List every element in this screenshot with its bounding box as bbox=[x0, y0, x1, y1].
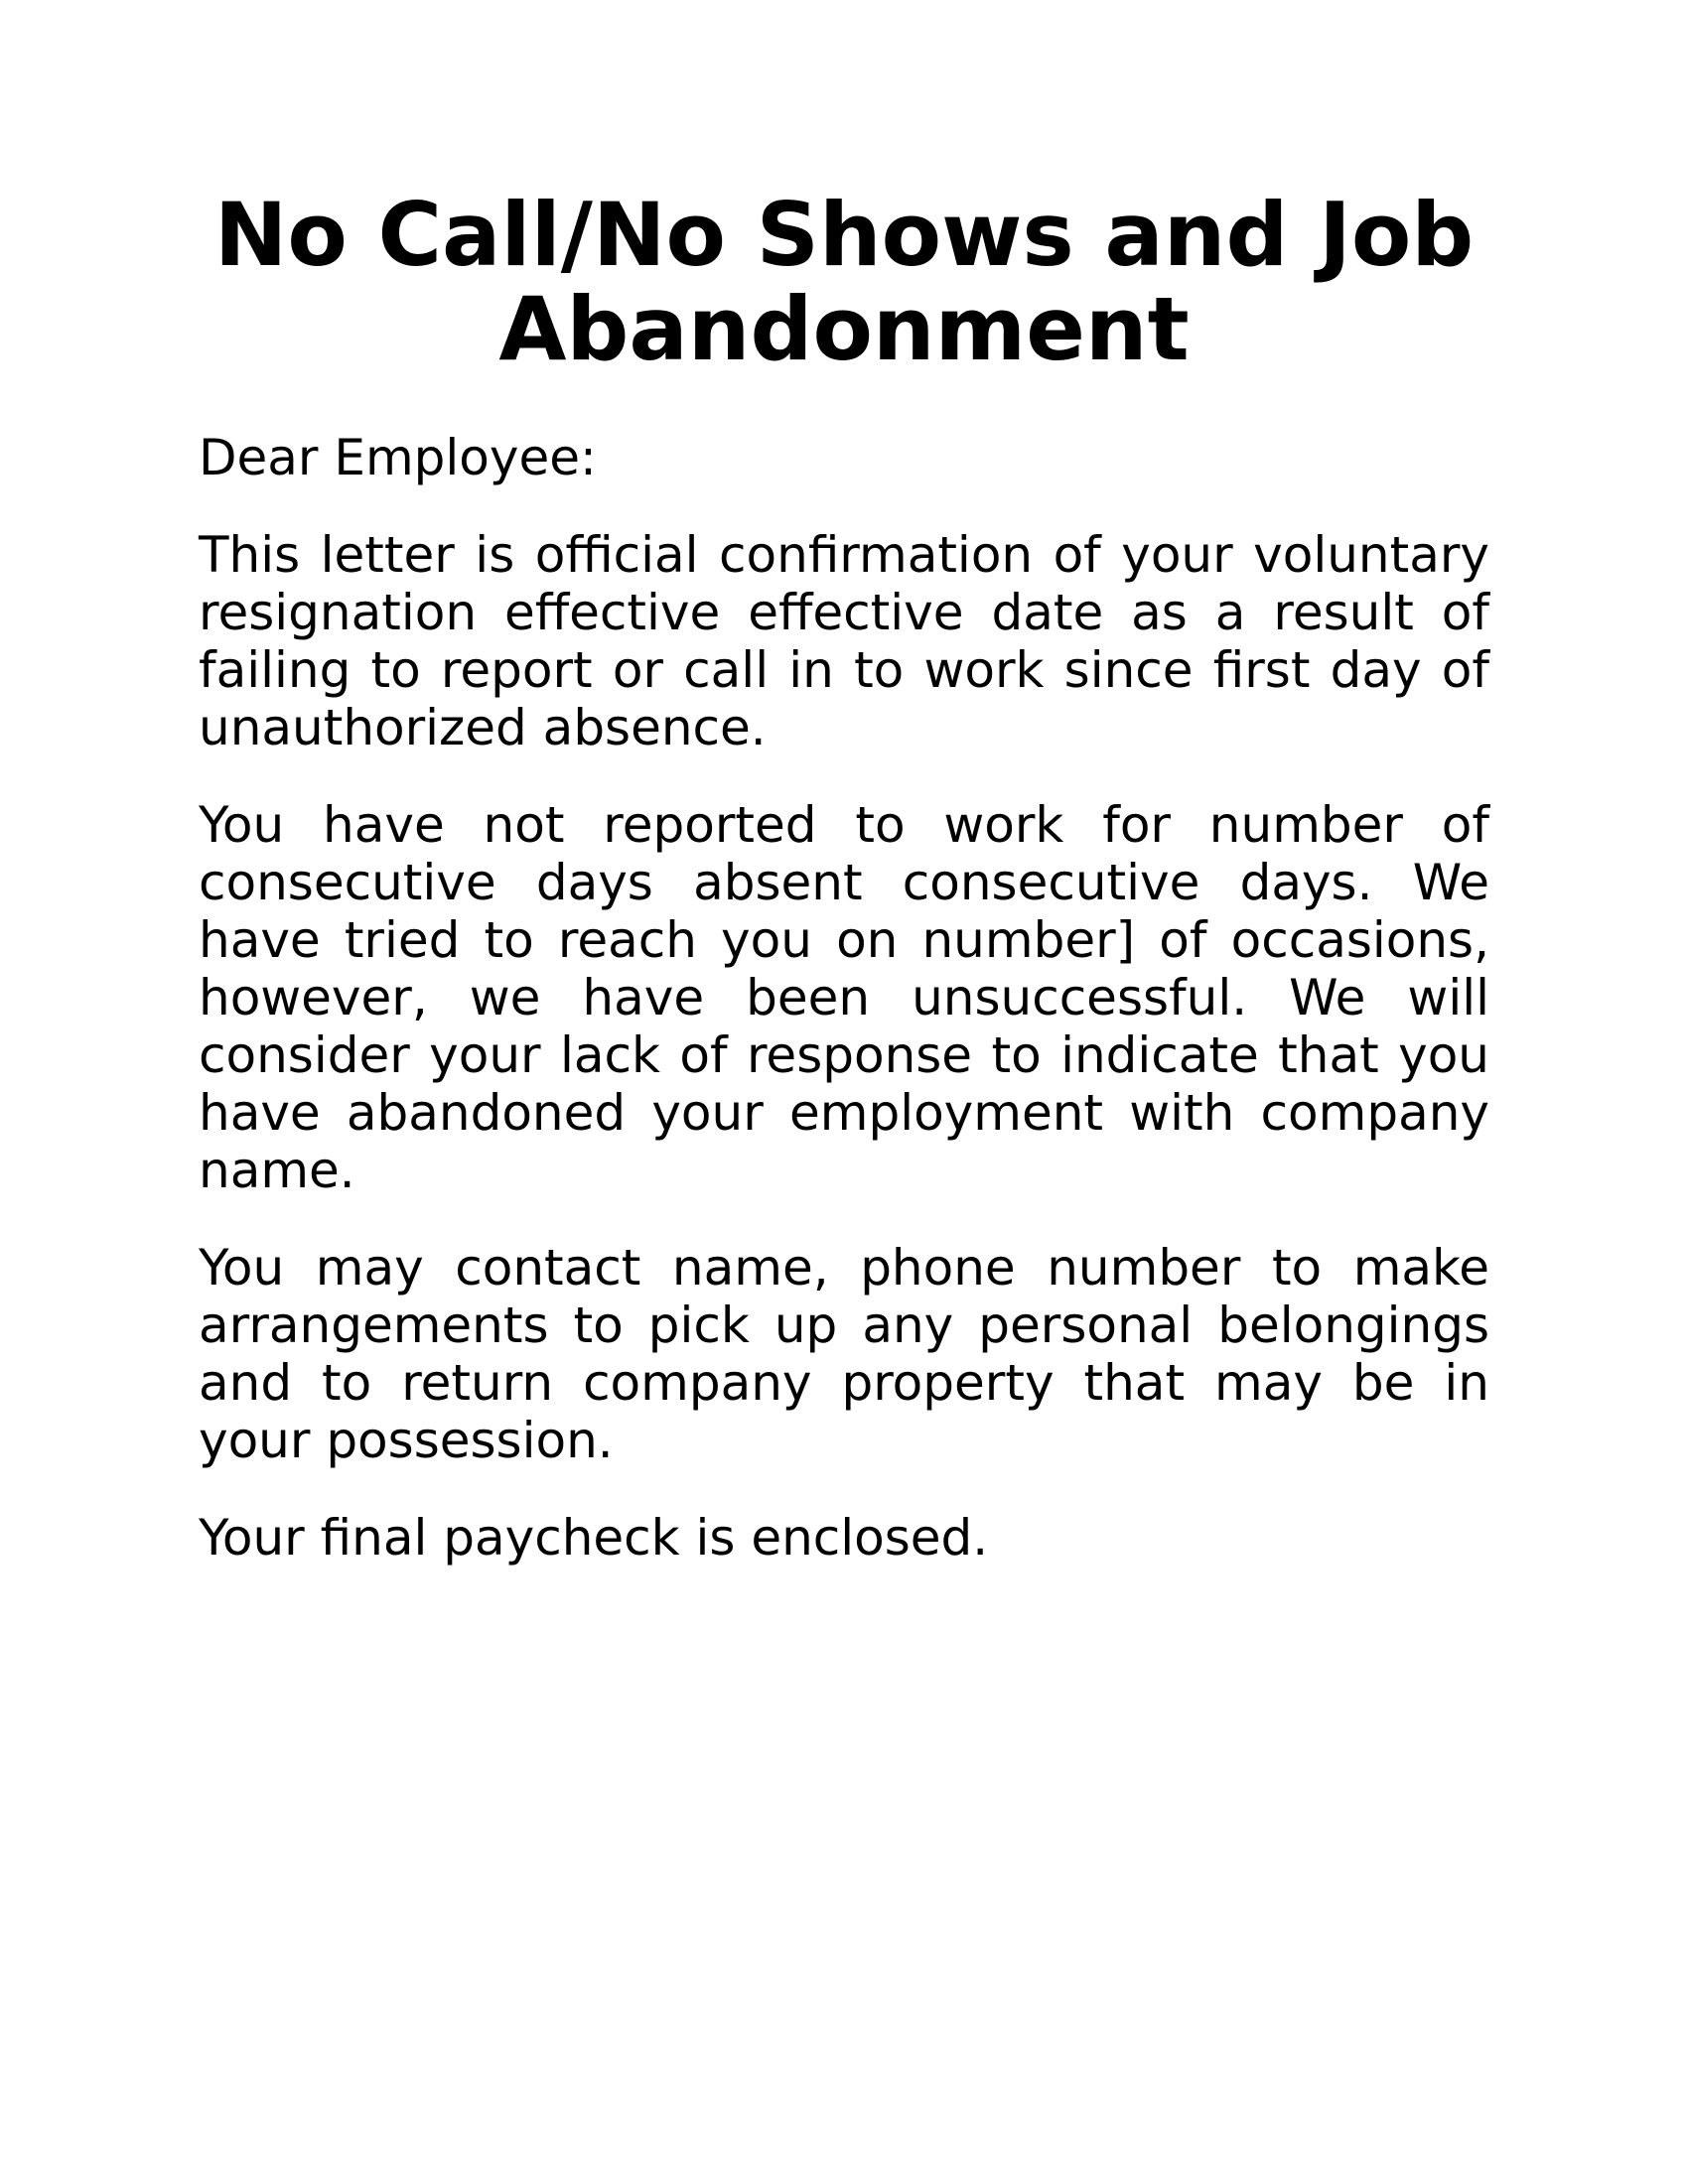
letter-body bbox=[199, 429, 1489, 1606]
title-line-2: Abandonment bbox=[498, 278, 1190, 380]
paragraph-resignation-confirmation: This letter is official confirmation of your voluntary resignation effective effective date as a result of failing to report or call in to work since first day of unauthorized absence. bbox=[199, 526, 1489, 756]
title-line-1: No Call/No Shows and Job bbox=[213, 184, 1475, 286]
document-title bbox=[199, 184, 1489, 380]
salutation: Dear Employee: bbox=[199, 429, 597, 486]
paragraph-final-paycheck: Your final paycheck is enclosed. bbox=[199, 1509, 989, 1567]
paragraph-absence-details: You have not reported to work for number of consecutive days absent consecutive days. We have tried to reach you on number] of occasions, however, we have been unsuccessful. We will consider your lack of response to indicate that you have abandoned your employment with company name. bbox=[199, 796, 1489, 1199]
paragraph-contact-arrangements: You may contact name, phone number to make arrangements to pick up any personal belongings and to return company property that may be in your possession. bbox=[199, 1239, 1489, 1469]
